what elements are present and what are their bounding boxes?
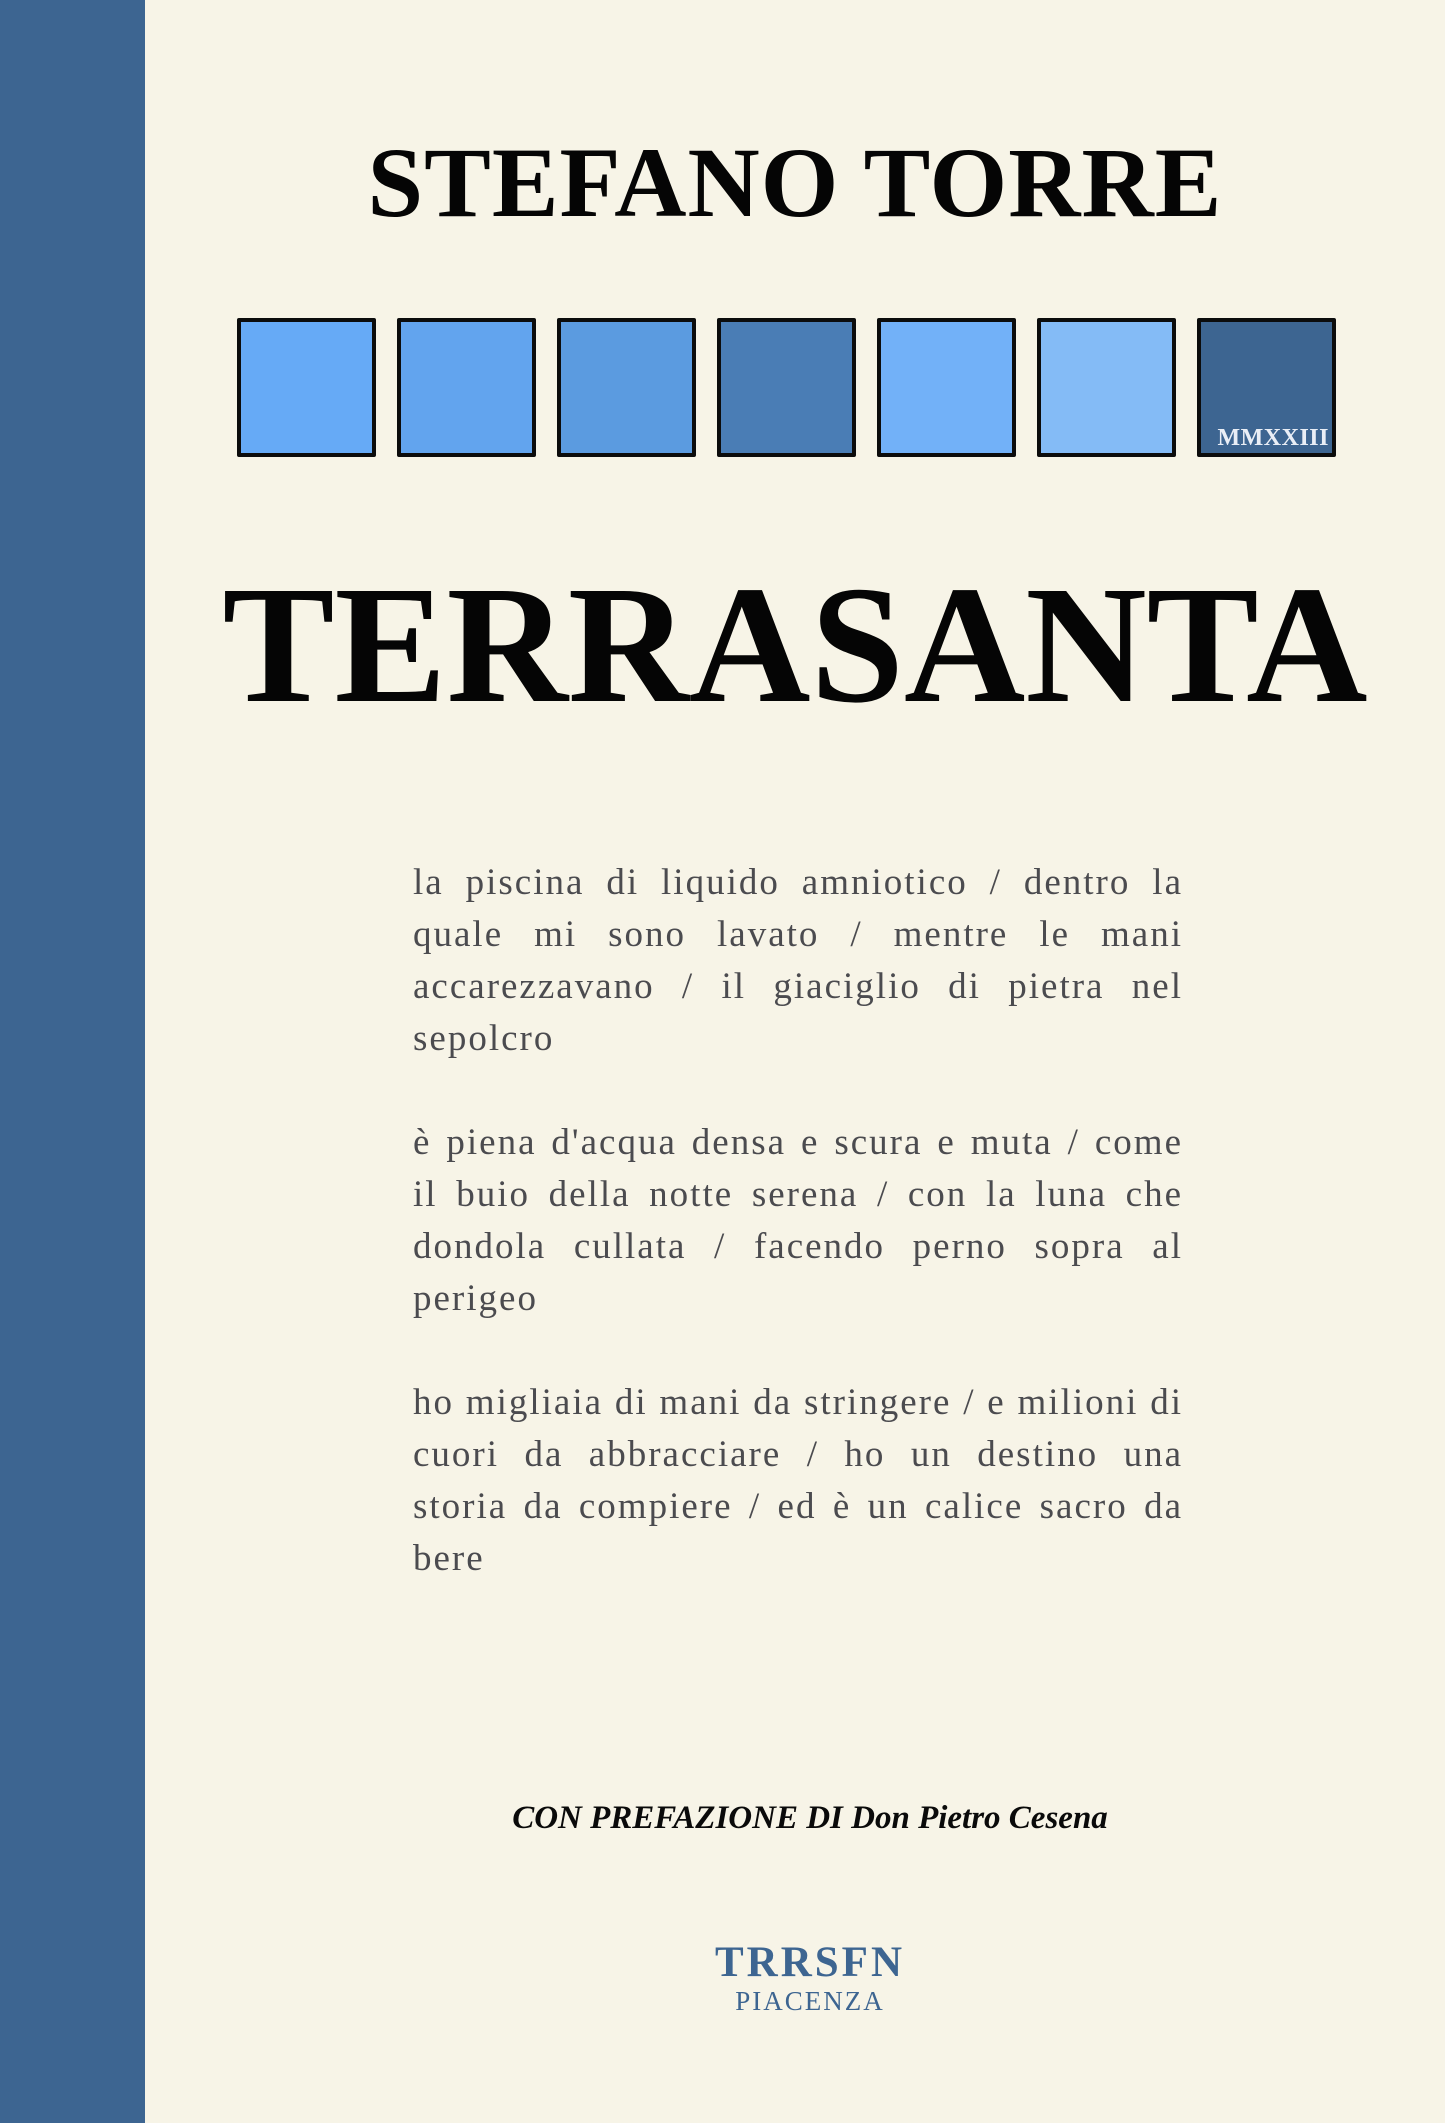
color-squares-row (237, 318, 1334, 455)
publisher-city: PIACENZA (735, 1986, 885, 2016)
color-square-4 (717, 318, 856, 457)
color-square-2 (397, 318, 536, 457)
color-square-6 (1037, 318, 1176, 457)
author-name: STEFANO TORRE (367, 127, 1223, 238)
cover-spine-band (0, 0, 145, 2123)
color-square-3 (557, 318, 696, 457)
color-square-1 (237, 318, 376, 457)
publisher-logo (145, 1940, 1445, 2016)
poem-stanza-1: la piscina di liquido amniotico / dentro la quale mi sono lavato / mentre le mani accarezzavano / il giaciglio di pietra nel sepolcro (413, 862, 1183, 1059)
color-square-5 (877, 318, 1016, 457)
year-badge: MMXXIII (1217, 425, 1329, 451)
publisher-name: TRRSFN (714, 1939, 906, 1986)
color-square-7 (1197, 318, 1336, 457)
preface-credit: CON PREFAZIONE DI Don Pietro Cesena (512, 1800, 1108, 1836)
poem-stanza-3: ho migliaia di mani da stringere / e milioni di cuori da abbracciare / ho un destino una storia da compiere / ed è un calice sacro da bere (413, 1382, 1183, 1579)
book-title: TERRASANTA (222, 552, 1368, 738)
poem-excerpt (413, 857, 1183, 1637)
poem-stanza-2: è piena d'acqua densa e scura e muta / come il buio della notte serena / con la luna che dondola cullata / facendo perno sopra al perigeo (413, 1122, 1183, 1319)
